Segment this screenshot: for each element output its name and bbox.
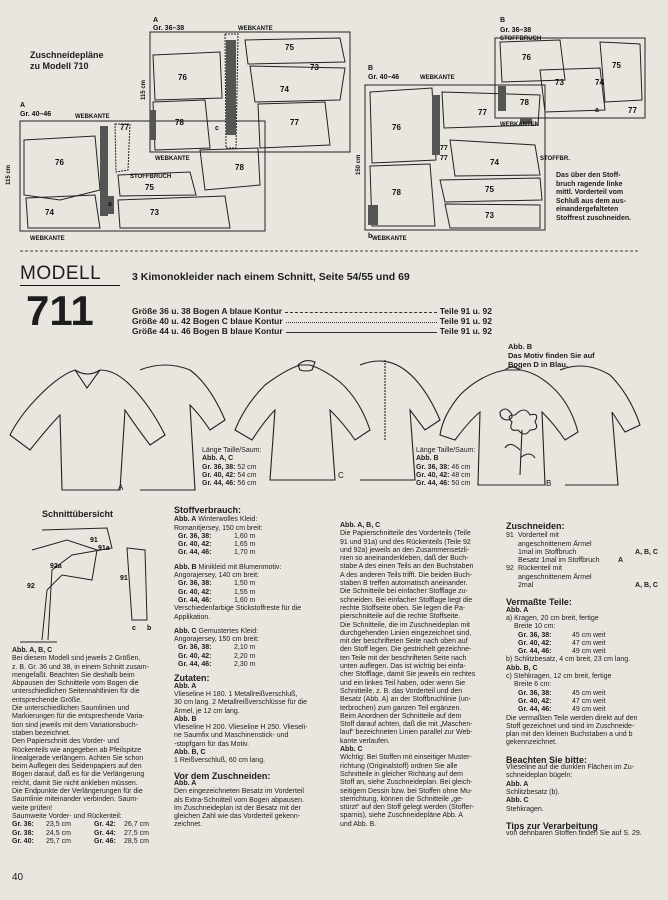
piece-label: 92a <box>50 563 62 570</box>
plan-label: WEBKANTE <box>155 156 190 162</box>
dress-b-back <box>560 366 640 485</box>
pattern-piece <box>250 66 345 102</box>
col2-text: Stoffverbrauch: Abb. A Winterwolles Kleid: Romanitjersey, 150 cm breit: Gr. 36, 38: 1,60 m Gr. 40, 42: 1,65 m Gr. 44, 46: 1,70 m Abb. B Minikleid mit Blumenmotiv: Angorajersey, 140 cm breit: Gr. 36, 38: 1,50 m Gr. 40, 42: 1,55 m Gr. 44, 46: 1,60 m Verschiedenfarbige Stickstoffreste für die Applikation. Abb. C Gemustertes Kleid: Angorajersey, 150 cm breit: Gr. 36, 38: 2,10 m Gr. 40, 42: 2,20 m Gr. 44, 46: 2,30 m Zutaten: Abb. A Vlieseline H 180. 1 Metallreißverschluß, 30 cm lang. 2 Metallreißverschlüsse für die Ärmel, je 12 cm lang. Abb. B Vlieseline H 200. Vlieseline H 250. Vlieseli- ne Saumfix und Maschinenstick- und -stopfgarn für das Motiv. Abb. B, C 1 Reißverschluß, 60 cm lang. Vor dem Zuschneiden: Abb. A Den eingezeichneten Besatz im Vorderteil als Extra-Schnitteil vom Bogen abpausen. Im Zuschneideplan ist der Besatz mit der gleichen Zahl wie das Vorderteil gekenn- zeichnet. <box>174 505 308 829</box>
piece-number: 76 <box>178 73 187 82</box>
pattern-piece <box>200 148 260 190</box>
plan-b-size: Gr. 36–38 <box>500 27 532 34</box>
plan-dim: 150 cm <box>356 154 362 175</box>
pattern-outline <box>127 548 147 620</box>
piece-number: 74 <box>490 158 499 167</box>
plan-b-40-46-frame <box>365 85 545 230</box>
pattern-piece <box>600 42 642 102</box>
cut-item: angeschnittenem Ärmel <box>518 540 592 548</box>
col1-text: Abb. A, B, C Bei diesem Modell sind jeweils 2 Größen, z. B. Gr. 36 und 38, in einem Schnitt zusam- mengefaßt. Beachten Sie deshalb beim Abpausen der Schnitteile vom Bogen die unterschiedlichen Seitennahtlinien für die entsprechende Größe. Die unterschiedlichen Saumlinien und Markierungen für die entsprechende Varia- tion sind jeweils mit dem Variationsbuch- staben bezeichnet. Den Papierschnitt des Vorder- und Rückenteils wie angegeben ab Pfeilspitze linealgerade verlängern. Achten Sie schon beim Auflegen des Seidenpapiers auf den Bogen darauf, daß es für die Verlängerung reicht, damit Sie nicht ankleben müssen. Die Endpunkte der Verlängerungen für die Saumlinie miteinander verbinden. Saum- weite prüfen! Saumweite Vorder- und Rückenteil: Gr. 36: 23,5 cm Gr. 42: 26,7 cm Gr. 38: 24,5 cm Gr. 44: 27,5 cm Gr. 40: 25,7 cm Gr. 46: 28,5 cm <box>12 647 158 846</box>
piece-number: 76 <box>55 158 64 167</box>
dress-label-c: C <box>338 471 344 480</box>
plan-a-size: Gr. 36–38 <box>153 25 185 32</box>
plan-label: WEBKANTE <box>75 114 110 120</box>
piece-letter: a <box>108 201 112 208</box>
cut-item: angeschnittenem Ärmel <box>518 573 592 581</box>
piece-number: 73 <box>150 208 159 217</box>
plan-label: WEBKANTE <box>372 236 407 242</box>
cut-item: 1mal im Stoffbruch A, B, C <box>518 548 658 556</box>
piece-number: 78 <box>175 118 184 127</box>
schnitt-title: Schnittübersicht <box>42 509 114 519</box>
pattern-piece <box>245 38 345 64</box>
piece-number: 74 <box>595 78 604 87</box>
piece-number: 76 <box>392 123 401 132</box>
piece-number: 75 <box>485 185 494 194</box>
modell-label: MODELL <box>20 263 120 286</box>
piece-letter: c <box>215 125 219 132</box>
length-row: Gr. 36, 38: 52 cm <box>202 463 257 471</box>
cut-item: Besatz 1mal im Stoffbruch A <box>518 557 624 565</box>
col4-text: Zuschneiden: 91 Vorderteil mit angeschnittenem Ärmel 1mal im Stoffbruch A, B, C Besatz 1mal im Stoffbruch A 92 Rückenteil mit angeschnittenem Ärmel 2mal A, B, C Vermaßte Teile: Abb. A a) Kragen, 20 cm breit, fertige Breite 10 cm: Gr. 36, 38: 45 cm weit Gr. 40, 42: 47 cm weit Gr. 44, 46: 49 cm weit b) Schlitzbesatz, 4 cm breit, 23 cm lang. Abb. B, C c) Stehkragen, 12 cm breit, fertige Breite 6 cm: Gr. 36, 38: 45 cm weit Gr. 40, 42: 47 cm weit Gr. 44, 46: 49 cm weit Die vermaßten Teile werden direkt auf den Stoff gezeichnet und sind im Zuschneide- plan mit den kleinen Buchstaben a und b gekennzeichnet. Beachten Sie bitte: Vlieseline auf die dunklen Flächen im Zu- schneideplan bügeln: Abb. A Schlitzbesatz (b). Abb. C Stehkragen. Tips zur Verarbeitung von dehnbaren Stoffen finden Sie auf S. 29. <box>506 521 658 838</box>
dress-label-b: B <box>546 479 552 488</box>
size-row: Größe 40 u. 42 Bogen C blaue Kontur Teile 91 u. 92 <box>132 316 492 326</box>
size-table <box>132 306 492 336</box>
piece-number: 75 <box>285 43 294 52</box>
hem-row: Gr. 40: 25,7 cm Gr. 46: 28,5 cm <box>12 837 149 845</box>
col3-text: Abb. A, B, C Die Papierschnitteile des Vorderteils (Teile 91 und 91a) und des Rückenteils (Teile 92 und 92a) jeweils an den Zusammensetzli- nien so aneinanderkleben, daß der Buch- stabe A des einen Teils an den Buchstaben A des anderen Teils trifft. Die beiden Buch- staben B treffen automatisch aneinander. Die Schnitteile bei einfacher Stofflage zu- schneiden. Bei einfacher Stofflage liegt die rechte Stoffseite oben. Sie legen die Pa- pierschnitteile auf die rechte Stoffseite. Die Schnitteile, die im Zuschneideplan mit durchgehenden Linien eingezeichnet sind, mit der beschrifteten Seite nach oben auf den Stoff legen. Die gestrichelt gezeichne- ten Teile mit der beschrifteten Seite nach unten auflegen. Das ist wichtig bei einfa- cher Stofflage, damit Sie jeweils ein rechtes und ein linkes Teil haben, oder wenn Sie Schnitteile, z. B. das Vorderteil und den Besatz (Abb. A) an der Stoffbruchlinie (un- terbrochen) zum ganzen Teil ergänzen. Beim Anordnen der Schnitteile auf dem Stoff darauf achten, daß die mit „Maschen- lauf“ bezeichneten Linien parallel zur Web- kante verlaufen. Abb. C Wichtig: Bei Stoffen mit einseitiger Muster- richtung (Originalstoff) ordnen Sie alle Schnitteile in gleicher Richtung auf dem Stoff an, siehe Zuschneideplan. Bei gleich- seitigem Dessin bzw. bei Stoffen ohne Mu- sterrichtung, können die Schnitteile „ge- stürzt“ auf den Stoff gelegt werden (Stoffer- sparnis), siehe Zuschneidepläne Abb. A und Abb. B. <box>340 522 476 828</box>
piece-number: 77 <box>440 145 448 152</box>
plan-a-size: Gr. 40–46 <box>20 111 52 118</box>
page-number: 40 <box>12 872 24 883</box>
piece-number: 78 <box>520 98 529 107</box>
length-row: Gr. 44, 46: 50 cm <box>416 480 471 488</box>
piece-number: 73 <box>555 78 564 87</box>
plan-dim: 115 cm <box>141 79 147 100</box>
shaded-piece <box>432 95 440 155</box>
hem-row: Gr. 38: 24,5 cm Gr. 44: 27,5 cm <box>12 829 149 837</box>
plan-b-letter: B <box>500 17 506 24</box>
piece-label: 91 <box>90 537 98 544</box>
plan-a-letter: A <box>20 102 26 109</box>
piece-letter: b <box>368 233 373 240</box>
plan-b-letter: B <box>368 65 374 72</box>
piece-number: 76 <box>522 53 531 62</box>
pattern-piece <box>153 52 222 100</box>
size-row: Größe 44 u. 46 Bogen B blaue Kontur Teile 91 u. 92 <box>132 326 492 336</box>
pattern-piece <box>370 88 436 163</box>
piece-letter: a <box>595 107 599 114</box>
length-row: Gr. 40, 42: 48 cm <box>416 471 471 479</box>
shaded-piece <box>368 205 378 225</box>
pattern-piece <box>500 40 565 82</box>
piece-number: 78 <box>235 163 244 172</box>
length-ac: Länge Taille/Saum: Abb. A, C Gr. 36, 38: 52 cm Gr. 40, 42: 54 cm Gr. 44, 46: 56 cm <box>202 447 262 488</box>
shaded-piece <box>150 110 156 140</box>
plan-a-letter: A <box>153 17 159 24</box>
pattern-piece <box>540 68 605 112</box>
plan-b-size: Gr. 40–46 <box>368 74 400 81</box>
piece-number: 77 <box>440 155 448 162</box>
length-row: Gr. 40, 42: 54 cm <box>202 471 257 479</box>
modell-headline: 3 Kimonokleider nach einem Schnitt, Seite 54/55 und 69 <box>132 271 410 283</box>
motif-note: Abb. B Das Motiv finden Sie auf Bogen D in Blau. <box>508 342 595 369</box>
hem-row: Gr. 36: 23,5 cm Gr. 42: 26,7 cm <box>12 821 149 829</box>
piece-number: 75 <box>612 61 621 70</box>
plans-title: Zuschneidepläne zu Modell 710 <box>30 50 104 71</box>
piece-number: 74 <box>45 208 54 217</box>
shaded-piece <box>226 40 236 135</box>
shaded-piece <box>100 126 108 216</box>
pattern-piece <box>26 195 100 228</box>
plan-note: Das über den Stoff- bruch ragende linke mittl. Vorderteil vom Schluß aus dem aus- einandergefalteten Stoffrest zuschneiden. <box>556 172 632 222</box>
plan-label: STOFFBRUCH <box>500 36 542 42</box>
cut-item: 2mal A, B, C <box>518 582 658 590</box>
dress-label-a: A <box>118 483 124 492</box>
length-row: Gr. 36, 38: 46 cm <box>416 463 471 471</box>
pattern-outline <box>32 540 97 640</box>
piece-number: 73 <box>485 211 494 220</box>
plan-dim: 115 cm <box>6 164 12 185</box>
pattern-piece <box>24 136 100 200</box>
piece-number: 77 <box>628 106 637 115</box>
plan-b-36-38-frame <box>495 38 645 118</box>
piece-number: 78 <box>392 188 401 197</box>
piece-label: 91a <box>98 545 110 552</box>
piece-label: b <box>147 625 152 632</box>
modell-number: 711 <box>26 287 94 334</box>
piece-number: 77 <box>120 123 129 132</box>
plan-label: WEBKANTE <box>30 236 65 242</box>
plan-a-36-38-frame <box>150 32 350 152</box>
piece-number: 74 <box>280 85 289 94</box>
size-row: Größe 36 u. 38 Bogen A blaue Kontur Teile 91 u. 92 <box>132 306 492 316</box>
piece-label: 91 <box>120 575 128 582</box>
shaded-piece <box>498 86 506 111</box>
plan-label: STOFFBR. <box>540 156 570 162</box>
piece-number: 77 <box>290 118 299 127</box>
cut-item: 91 Vorderteil mit <box>506 532 559 540</box>
cut-item: 92 Rückenteil mit <box>506 565 562 573</box>
plan-label: WEBKANTE <box>420 75 455 81</box>
plan-label: WEBKANTE <box>238 26 273 32</box>
piece-number: 75 <box>145 183 154 192</box>
piece-number: 77 <box>478 108 487 117</box>
length-b: Länge Taille/Saum: Abb. B Gr. 36, 38: 46 cm Gr. 40, 42: 48 cm Gr. 44, 46: 50 cm <box>416 447 476 488</box>
length-row: Gr. 44, 46: 56 cm <box>202 480 257 488</box>
pattern-piece <box>118 196 230 228</box>
schnitt-diagram <box>12 520 158 648</box>
pattern-piece <box>370 164 435 226</box>
plan-label: STOFFBRUCH <box>130 174 172 180</box>
flower-motif <box>500 409 512 420</box>
piece-number: 73 <box>310 63 319 72</box>
plan-label: WEBKANTEN <box>500 122 539 128</box>
piece-label: 92 <box>27 583 35 590</box>
piece-label: c <box>132 625 136 632</box>
